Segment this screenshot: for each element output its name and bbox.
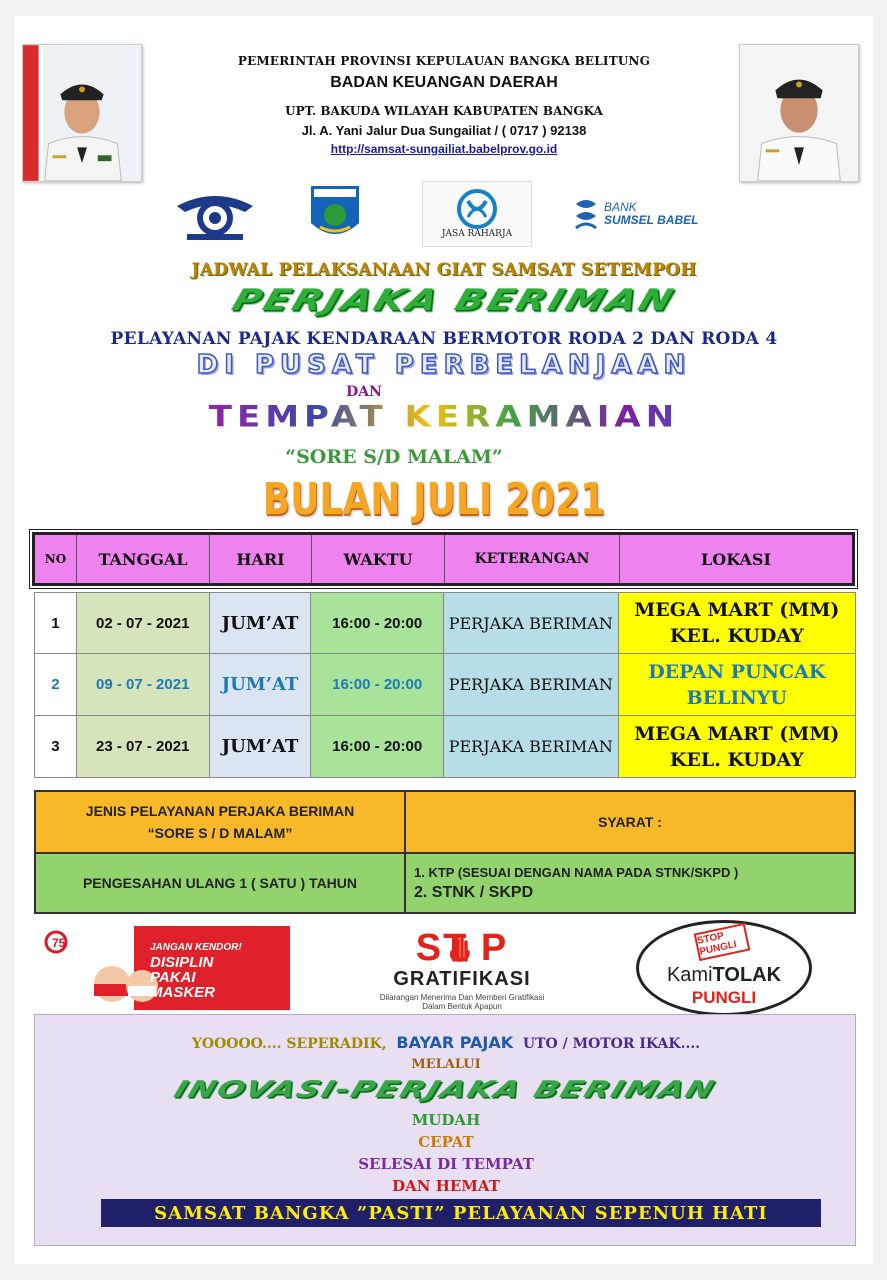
col-no: NO — [35, 535, 77, 583]
lokasi-line-1: MEGA MART (MM) — [634, 722, 840, 745]
dan-label: DAN — [346, 384, 382, 400]
cell-lokasi — [619, 593, 855, 653]
cell-hari: JUM’AT — [210, 716, 312, 777]
police-emblem-logo — [172, 181, 258, 247]
cell-hari: JUM’AT — [210, 593, 312, 653]
cell-hari: JUM’AT — [210, 654, 312, 715]
service-info-table — [34, 790, 856, 914]
promo-greeting: YOOOOO.... SEPERADIK, — [191, 1036, 387, 1052]
header-agency: BADAN KEUANGAN DAERAH — [330, 74, 558, 91]
jasa-raharja-logo — [422, 181, 532, 247]
service-time-label: “SORE S / D MALAM” — [147, 825, 293, 841]
requirements-header: SYARAT : — [406, 792, 854, 852]
stop-gratification-banner — [322, 928, 602, 1012]
table-row — [34, 654, 856, 716]
header-upt: UPT. BAKUDA WILAYAH KABUPATEN BANGKA — [285, 104, 603, 118]
perjaka-beriman-title: PERJAKA BERIMAN — [227, 282, 681, 318]
cell-no: 3 — [35, 716, 77, 777]
gratification-sub-2: Dalam Bentuk Apapun — [422, 1002, 502, 1011]
promo-vehicle: UTO / MOTOR IKAK.... — [522, 1036, 701, 1052]
service-type-label: JENIS PELAYANAN PERJAKA BERIMAN — [85, 803, 355, 819]
svg-text:75: 75 — [52, 936, 66, 950]
lokasi-line-2: KEL. KUDAY — [669, 748, 804, 771]
col-keterangan: KETERANGAN — [445, 535, 620, 583]
cell-lokasi — [619, 654, 855, 715]
lokasi-line-2: BELINYU — [686, 686, 787, 709]
header-province: PEMERINTAH PROVINSI KEPULAUAN BANGKA BELITUNG — [237, 54, 651, 68]
promo-cepat: CEPAT — [418, 1133, 474, 1151]
requirements-list — [406, 852, 854, 912]
promo-tagline-bar: SAMSAT BANGKA ”PASTI” PELAYANAN SEPENUH HATI — [101, 1199, 821, 1227]
promo-melalui: MELALUI — [411, 1057, 481, 1072]
poster — [14, 16, 873, 1264]
pungli-label: PUNGLI — [691, 988, 757, 1007]
bank-label-1: BANK — [604, 200, 637, 214]
promo-selesai: SELESAI DI TEMPAT — [358, 1155, 534, 1173]
stop-pungli-stamp: STOP PUNGLI — [694, 923, 751, 961]
mask-line-1: JANGAN KENDOR! — [150, 942, 242, 953]
cell-keterangan: PERJAKA BERIMAN — [444, 654, 619, 715]
col-lokasi: LOKASI — [620, 535, 852, 583]
anti-extortion-badge — [634, 918, 814, 1018]
bank-sumsel-babel-logo — [572, 181, 712, 247]
promo-mudah: MUDAH — [411, 1111, 481, 1129]
cell-keterangan: PERJAKA BERIMAN — [444, 593, 619, 653]
header-url-link[interactable]: http://samsat-sungailiat.babelprov.go.id — [330, 142, 558, 156]
cell-waktu: 16:00 - 20:00 — [311, 716, 444, 777]
promo-line — [35, 1033, 857, 1052]
table-row — [34, 592, 856, 654]
col-waktu: WAKTU — [312, 535, 445, 583]
mask-line-2: DISIPLIN — [150, 954, 214, 971]
renewal-label: PENGESAHAN ULANG 1 ( SATU ) TAHUN — [36, 852, 406, 912]
cell-no: 1 — [35, 593, 77, 653]
sore-malam-label: “SORE S/D MALAM” — [285, 446, 503, 468]
header-address: Jl. A. Yani Jalur Dua Sungailiat / ( 0717 ) 92138 — [301, 123, 587, 138]
cell-lokasi — [619, 716, 855, 777]
col-tanggal: TANGGAL — [77, 535, 210, 583]
bank-label-2: SUMSEL BABEL — [604, 213, 699, 227]
cell-waktu: 16:00 - 20:00 — [311, 593, 444, 653]
service-subtitle: PELAYANAN PAJAK KENDARAAN BERMOTOR RODA 2 DAN RODA 4 — [110, 329, 778, 349]
month-title: BULAN JULI 2021 — [262, 474, 606, 525]
vice-governor-photo — [739, 44, 859, 182]
promo-box — [34, 1014, 856, 1246]
promo-innovation-title: INOVASI-PERJAKA BERIMAN — [170, 1075, 720, 1103]
lokasi-line-1: DEPAN PUNCAK — [648, 660, 826, 683]
table-row — [34, 716, 856, 778]
col-hari: HARI — [210, 535, 312, 583]
schedule-table-header — [32, 532, 855, 586]
lokasi-line-2: KEL. KUDAY — [669, 625, 804, 647]
gratification-label: GRATIFIKASI — [393, 968, 531, 990]
mask-line-3: PAKAI — [150, 969, 196, 986]
stop-hand-icon — [446, 934, 474, 962]
cell-keterangan: PERJAKA BERIMAN — [444, 716, 619, 777]
province-emblem-logo — [306, 181, 364, 247]
cell-tanggal: 02 - 07 - 2021 — [77, 593, 210, 653]
service-type-cell — [36, 792, 406, 852]
mask-line-4: MASKER — [150, 984, 216, 1001]
promo-hemat: DAN HEMAT — [392, 1177, 500, 1195]
stop-label: ST P — [415, 927, 509, 969]
gratification-sub-1: Dilarangan Menerima Dan Memberi Gratifikasi — [379, 993, 545, 1002]
mask-discipline-banner — [38, 922, 300, 1014]
cell-tanggal: 23 - 07 - 2021 — [77, 716, 210, 777]
kami-tolak-label: KamiTOLAK — [666, 964, 782, 986]
requirement-stnk: 2. STNK / SKPD — [414, 883, 534, 901]
promo-pay-tax: BAYAR PAJAK — [396, 1033, 514, 1052]
shopping-center-title: DI PUSAT PERBELANJAAN — [196, 350, 692, 380]
cell-no: 2 — [35, 654, 77, 715]
lokasi-line-1: MEGA MART (MM) — [634, 599, 840, 621]
governor-photo — [22, 44, 142, 182]
jasa-raharja-label: JASA RAHARJA — [441, 229, 513, 239]
cell-tanggal: 09 - 07 - 2021 — [77, 654, 210, 715]
schedule-title: JADWAL PELAKSANAAN GIAT SAMSAT SETEMPOH — [191, 260, 697, 280]
crowd-place-title: TEMPAT KERAMAIAN — [94, 400, 794, 434]
requirement-ktp: 1. KTP (SESUAI DENGAN NAMA PADA STNK/SKPD ) — [414, 864, 739, 880]
cell-waktu: 16:00 - 20:00 — [311, 654, 444, 715]
